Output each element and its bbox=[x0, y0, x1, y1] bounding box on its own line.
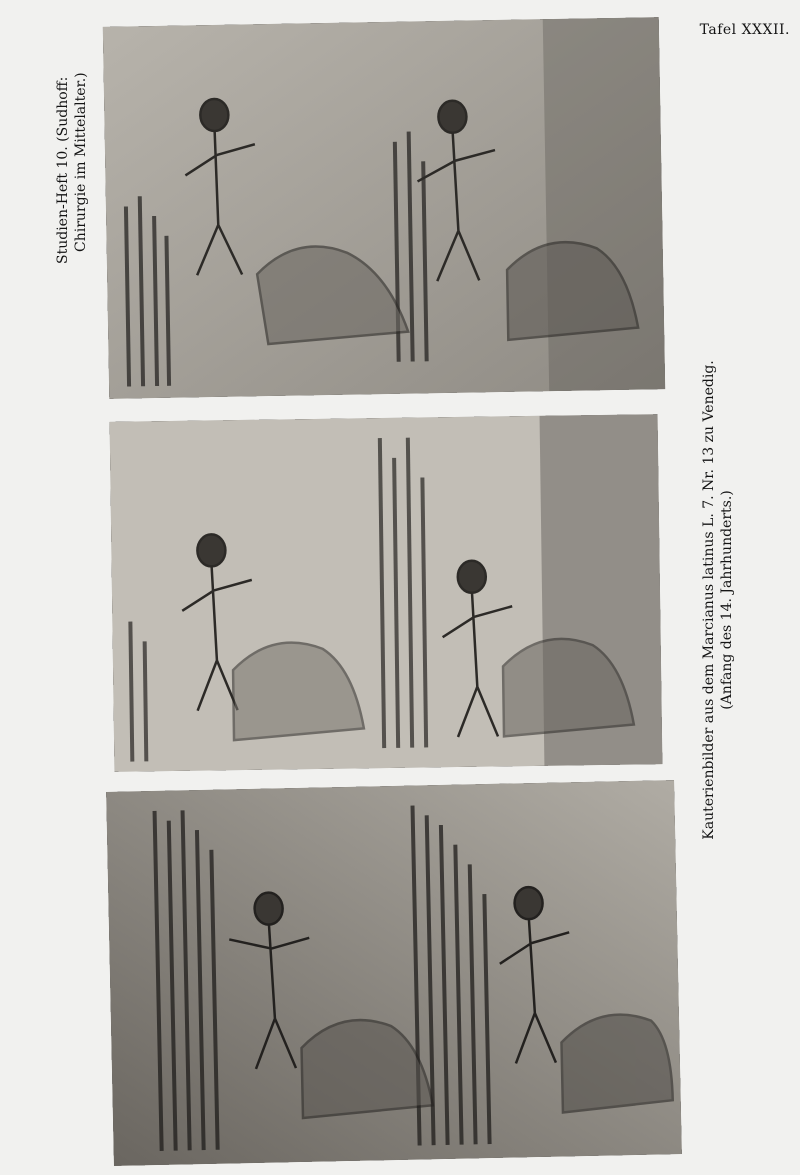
manuscript-photo-bottom bbox=[106, 780, 682, 1166]
manuscript-illustration-top bbox=[103, 17, 665, 399]
manuscript-illustration-middle bbox=[110, 414, 663, 772]
series-line-2: Chirurgie im Mittelalter.) bbox=[73, 72, 89, 252]
series-line-1: Studien-Heft 10. (Sudhoff: bbox=[55, 76, 71, 264]
manuscript-photo-top bbox=[103, 17, 665, 399]
caption-line-2: (Anfang des 14. Jahrhunderts.) bbox=[719, 490, 735, 710]
manuscript-photo-middle bbox=[110, 414, 663, 772]
plate-label: Tafel XXXII. bbox=[699, 22, 790, 38]
series-header bbox=[54, 24, 94, 264]
caption-line-1: Kauterienbilder aus dem Marcianus latinus L. 7. Nr. 13 zu Venedig. bbox=[701, 360, 717, 840]
manuscript-illustration-bottom bbox=[106, 780, 682, 1166]
plate-caption bbox=[700, 340, 740, 860]
